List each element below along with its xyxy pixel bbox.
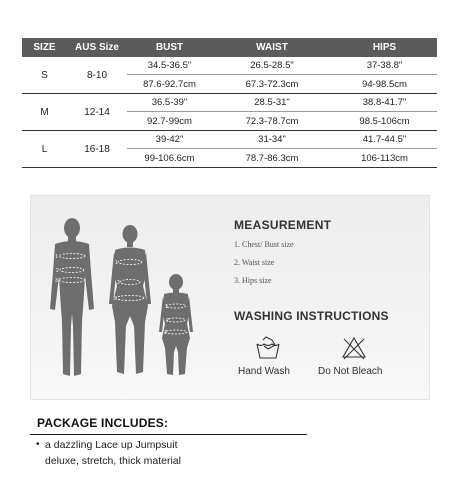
- measurement-panel: [30, 195, 430, 400]
- waist-cell: [212, 94, 332, 130]
- marker-1: 1: [55, 254, 58, 260]
- package-divider: [30, 434, 307, 435]
- table-header-row: [22, 38, 437, 57]
- bullet-icon: •: [36, 439, 40, 450]
- waist-cm: 67.3-72.3cm: [245, 78, 299, 90]
- bust-cell: [127, 57, 212, 93]
- bust-cm: 99-106.6cm: [144, 152, 195, 164]
- hand-wash-icon: [255, 336, 281, 360]
- header-bust: BUST: [155, 42, 184, 53]
- hips-inches: 41.7-44.5": [332, 131, 437, 149]
- size-chart-table: [22, 38, 437, 168]
- table-row-s: [22, 57, 437, 94]
- hips-cm: 106-113cm: [361, 152, 408, 164]
- waist-cm: 72.3-78.7cm: [245, 115, 299, 127]
- aus-cell: 8-10: [86, 69, 107, 81]
- hips-cell: [332, 131, 437, 167]
- size-cell: S: [41, 69, 48, 81]
- table-row-l: [22, 131, 437, 168]
- bust-cm: 92.7-99cm: [147, 115, 192, 127]
- body-silhouettes-illustration: [39, 214, 219, 384]
- measurement-item-waist: 2. Waist size: [234, 258, 275, 267]
- washing-title: WASHING INSTRUCTIONS: [234, 309, 389, 323]
- bust-cell: [127, 131, 212, 167]
- marker-1: 1: [115, 260, 118, 266]
- hips-cell: [332, 94, 437, 130]
- size-cell: M: [40, 106, 49, 118]
- measurement-item-bust: 1. Chest/ Bust size: [234, 240, 294, 249]
- marker-2: 2: [166, 318, 169, 324]
- hips-cell: [332, 57, 437, 93]
- hips-cm: 98.5-106cm: [359, 115, 410, 127]
- aus-cell: 12-14: [84, 106, 110, 118]
- header-size: SIZE: [33, 42, 56, 53]
- bust-inches: 34.5-36.5": [127, 57, 212, 75]
- table-row-m: [22, 94, 437, 131]
- measurement-item-hips: 3. Hips size: [234, 276, 272, 285]
- marker-2: 2: [56, 268, 59, 274]
- man-silhouette-icon: [50, 218, 94, 376]
- hand-wash-label: Hand Wash: [238, 366, 290, 377]
- marker-3: 3: [55, 278, 58, 284]
- marker-1: 1: [165, 304, 168, 310]
- child-silhouette-icon: [159, 274, 193, 375]
- bust-inches: 36.5-39": [127, 94, 212, 112]
- bust-cell: [127, 94, 212, 130]
- do-not-bleach-icon: [341, 336, 367, 360]
- bust-cm: 87.6-92.7cm: [143, 78, 196, 90]
- marker-2: 2: [117, 280, 120, 286]
- waist-cell: [212, 131, 332, 167]
- header-aus-size: AUS Size: [75, 42, 119, 53]
- waist-cm: 78.7-86.3cm: [245, 152, 299, 164]
- marker-3: 3: [114, 296, 117, 302]
- package-item-line-2: deluxe, stretch, thick material: [45, 455, 181, 467]
- do-not-bleach-label: Do Not Bleach: [318, 366, 383, 377]
- bust-inches: 39-42": [127, 131, 212, 149]
- waist-cell: [212, 57, 332, 93]
- waist-inches: 26.5-28.5": [212, 57, 332, 75]
- header-waist: WAIST: [256, 42, 288, 53]
- size-cell: L: [41, 143, 48, 155]
- package-item-line-1: a dazzling Lace up Jumpsuit: [45, 439, 178, 451]
- hips-inches: 37-38.8": [332, 57, 437, 75]
- header-hips: HIPS: [372, 42, 397, 53]
- hips-inches: 38.8-41.7": [332, 94, 437, 112]
- aus-cell: 16-18: [84, 143, 110, 155]
- measurement-title: MEASUREMENT: [234, 218, 332, 232]
- waist-inches: 28.5-31": [212, 94, 332, 112]
- waist-inches: 31-34": [212, 131, 332, 149]
- package-title: PACKAGE INCLUDES:: [37, 416, 169, 430]
- marker-3: 3: [164, 330, 167, 336]
- hips-cm: 94-98.5cm: [362, 78, 407, 90]
